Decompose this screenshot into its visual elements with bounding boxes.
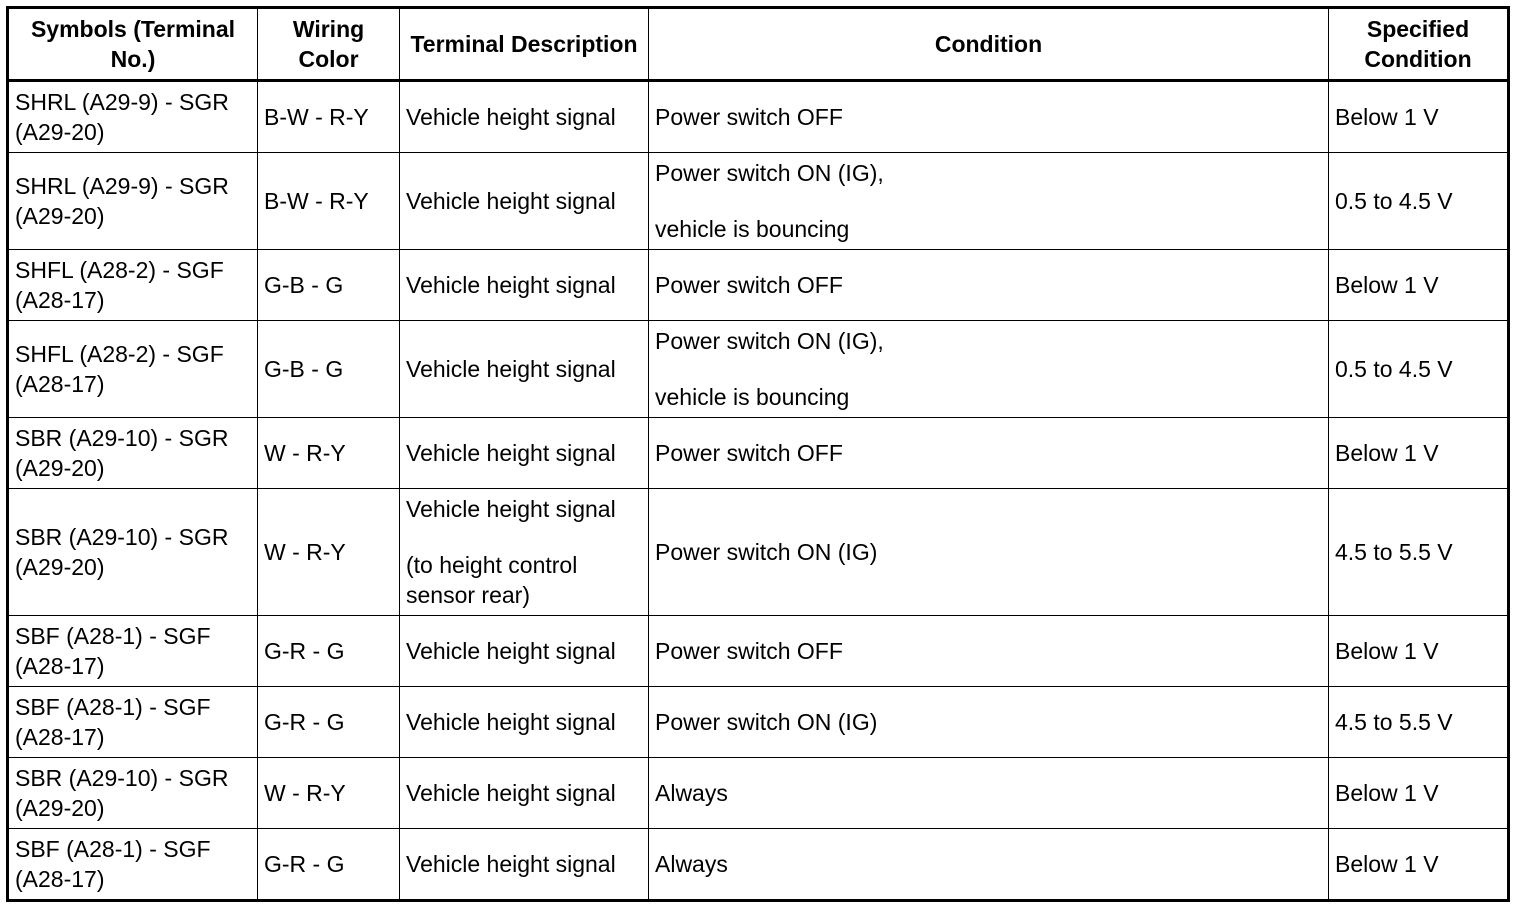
cell-symbol: SHRL (A29-9) - SGR (A29-20)	[8, 153, 258, 250]
cell-wiring-color: B-W - R-Y	[258, 81, 400, 153]
description-line: Vehicle height signal	[406, 104, 616, 130]
table-row	[8, 758, 1509, 829]
cell-specified: Below 1 V	[1329, 250, 1509, 321]
cell-condition	[649, 829, 1329, 901]
condition-line: Always	[655, 780, 728, 806]
description-line: Vehicle height signal	[406, 356, 616, 382]
cell-wiring-color: G-B - G	[258, 250, 400, 321]
description-line: Vehicle height signal	[406, 638, 616, 664]
cell-symbol: SBR (A29-10) - SGR (A29-20)	[8, 418, 258, 489]
condition-line: Power switch ON (IG),	[655, 328, 884, 354]
cell-condition	[649, 153, 1329, 250]
cell-symbol: SHFL (A28-2) - SGF (A28-17)	[8, 250, 258, 321]
condition-line: vehicle is bouncing	[655, 384, 850, 410]
cell-wiring-color: G-B - G	[258, 321, 400, 418]
cell-condition	[649, 687, 1329, 758]
condition-line: Power switch ON (IG),	[655, 160, 884, 186]
description-line: (to height control sensor rear)	[406, 552, 578, 608]
table-row	[8, 81, 1509, 153]
cell-symbol: SHRL (A29-9) - SGR (A29-20)	[8, 81, 258, 153]
table-row	[8, 153, 1509, 250]
cell-condition	[649, 418, 1329, 489]
cell-description	[400, 250, 649, 321]
cell-condition	[649, 81, 1329, 153]
cell-wiring-color: W - R-Y	[258, 758, 400, 829]
cell-description	[400, 687, 649, 758]
table-header	[8, 8, 1509, 81]
cell-specified: Below 1 V	[1329, 616, 1509, 687]
condition-line: Power switch ON (IG)	[655, 539, 878, 565]
description-line: Vehicle height signal	[406, 188, 616, 214]
cell-symbol: SBF (A28-1) - SGF (A28-17)	[8, 687, 258, 758]
table-row	[8, 616, 1509, 687]
cell-description	[400, 758, 649, 829]
header-row	[8, 8, 1509, 81]
table-row	[8, 418, 1509, 489]
table-row	[8, 250, 1509, 321]
description-line: Vehicle height signal	[406, 851, 616, 877]
cell-specified: Below 1 V	[1329, 829, 1509, 901]
cell-condition	[649, 616, 1329, 687]
cell-description	[400, 829, 649, 901]
condition-line: Power switch OFF	[655, 440, 843, 466]
description-line: Vehicle height signal	[406, 496, 616, 522]
cell-description	[400, 153, 649, 250]
header-specified-condition: Specified Condition	[1329, 8, 1509, 81]
cell-wiring-color: G-R - G	[258, 687, 400, 758]
cell-wiring-color: W - R-Y	[258, 418, 400, 489]
header-symbols: Symbols (Terminal No.)	[8, 8, 258, 81]
table-row	[8, 321, 1509, 418]
cell-symbol: SHFL (A28-2) - SGF (A28-17)	[8, 321, 258, 418]
cell-specified: 0.5 to 4.5 V	[1329, 321, 1509, 418]
table-row	[8, 829, 1509, 901]
cell-specified: Below 1 V	[1329, 81, 1509, 153]
cell-specified: Below 1 V	[1329, 418, 1509, 489]
terminal-spec-table	[6, 6, 1510, 902]
condition-line: Power switch OFF	[655, 638, 843, 664]
condition-line: Power switch OFF	[655, 272, 843, 298]
cell-symbol: SBR (A29-10) - SGR (A29-20)	[8, 758, 258, 829]
cell-symbol: SBR (A29-10) - SGR (A29-20)	[8, 489, 258, 616]
header-wiring-color: Wiring Color	[258, 8, 400, 81]
cell-description	[400, 321, 649, 418]
description-line: Vehicle height signal	[406, 780, 616, 806]
condition-line: vehicle is bouncing	[655, 216, 850, 242]
cell-condition	[649, 321, 1329, 418]
cell-specified: 4.5 to 5.5 V	[1329, 489, 1509, 616]
cell-wiring-color: B-W - R-Y	[258, 153, 400, 250]
header-condition: Condition	[649, 8, 1329, 81]
table-row	[8, 489, 1509, 616]
description-line: Vehicle height signal	[406, 272, 616, 298]
cell-wiring-color: W - R-Y	[258, 489, 400, 616]
cell-description	[400, 616, 649, 687]
header-terminal-description: Terminal Description	[400, 8, 649, 81]
cell-specified: 4.5 to 5.5 V	[1329, 687, 1509, 758]
cell-wiring-color: G-R - G	[258, 616, 400, 687]
table-row	[8, 687, 1509, 758]
cell-specified: Below 1 V	[1329, 758, 1509, 829]
cell-description	[400, 418, 649, 489]
cell-condition	[649, 489, 1329, 616]
cell-wiring-color: G-R - G	[258, 829, 400, 901]
condition-line: Power switch OFF	[655, 104, 843, 130]
description-line: Vehicle height signal	[406, 440, 616, 466]
condition-line: Power switch ON (IG)	[655, 709, 878, 735]
cell-specified: 0.5 to 4.5 V	[1329, 153, 1509, 250]
condition-line: Always	[655, 851, 728, 877]
cell-symbol: SBF (A28-1) - SGF (A28-17)	[8, 616, 258, 687]
cell-description	[400, 81, 649, 153]
cell-condition	[649, 758, 1329, 829]
cell-description	[400, 489, 649, 616]
cell-symbol: SBF (A28-1) - SGF (A28-17)	[8, 829, 258, 901]
cell-condition	[649, 250, 1329, 321]
description-line: Vehicle height signal	[406, 709, 616, 735]
